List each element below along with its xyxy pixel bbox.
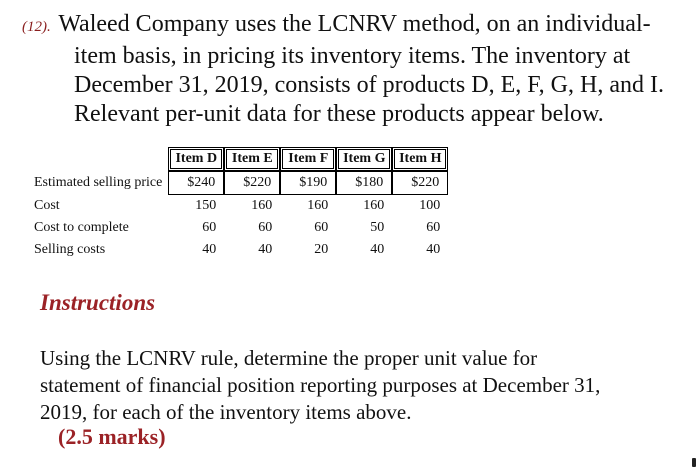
- inventory-data-table: [34, 147, 448, 261]
- table-cell: 160: [251, 198, 273, 213]
- problem-number: (12).: [22, 19, 51, 35]
- instructions-heading: Instructions: [40, 290, 156, 315]
- table-cell: 50: [370, 220, 385, 235]
- instructions-line-1: Using the LCNRV rule, determine the proper unit value for: [40, 346, 538, 370]
- marks-label: (2.5 marks): [58, 424, 166, 449]
- table-cell: 40: [258, 242, 273, 257]
- scroll-indicator: [692, 458, 696, 467]
- table-cell: 60: [314, 220, 329, 235]
- table-cell: 160: [363, 198, 385, 213]
- instructions-line-3: 2019, for each of the inventory items above.: [40, 400, 412, 424]
- table-row: [34, 239, 448, 261]
- instructions-line-2: statement of financial position reporting purposes at December 31,: [40, 373, 601, 397]
- table-cell: 60: [202, 220, 217, 235]
- problem-line-2: item basis, in pricing its inventory items. The inventory at: [74, 43, 631, 69]
- column-header-item-g: Item G: [338, 149, 390, 169]
- table-cell: $220: [392, 171, 448, 195]
- row-label: Cost: [34, 198, 60, 213]
- problem-line-3: December 31, 2019, consists of products D, E, F, G, H, and I.: [74, 72, 664, 98]
- table-cell: 40: [202, 242, 217, 257]
- instructions-text: [40, 345, 680, 426]
- column-header-item-d: Item D: [170, 149, 222, 169]
- table-cell: 20: [314, 242, 329, 257]
- table-cell: 40: [426, 242, 441, 257]
- problem-statement: [22, 10, 682, 129]
- table-row: [34, 195, 448, 217]
- column-header-item-e: Item E: [226, 149, 278, 169]
- table-header-row: [34, 147, 448, 171]
- table-cell: $180: [336, 171, 392, 195]
- table-cell: 60: [426, 220, 441, 235]
- table-row: [34, 171, 448, 195]
- column-header-item-h: Item H: [394, 149, 446, 169]
- table-cell: $220: [224, 171, 280, 195]
- table-row: [34, 217, 448, 239]
- table-cell: $240: [168, 171, 224, 195]
- row-label: Estimated selling price: [34, 175, 163, 190]
- table-cell: 40: [370, 242, 385, 257]
- column-header-item-f: Item F: [282, 149, 334, 169]
- table-cell: 150: [195, 198, 217, 213]
- row-label: Selling costs: [34, 242, 106, 257]
- problem-line-4: Relevant per-unit data for these products appear below.: [74, 101, 604, 127]
- table-cell: 60: [258, 220, 273, 235]
- table-cell: 160: [307, 198, 329, 213]
- problem-line-1: Waleed Company uses the LCNRV method, on an individual-: [58, 11, 651, 37]
- row-label: Cost to complete: [34, 220, 129, 235]
- table-cell: 100: [419, 198, 441, 213]
- table-cell: $190: [280, 171, 336, 195]
